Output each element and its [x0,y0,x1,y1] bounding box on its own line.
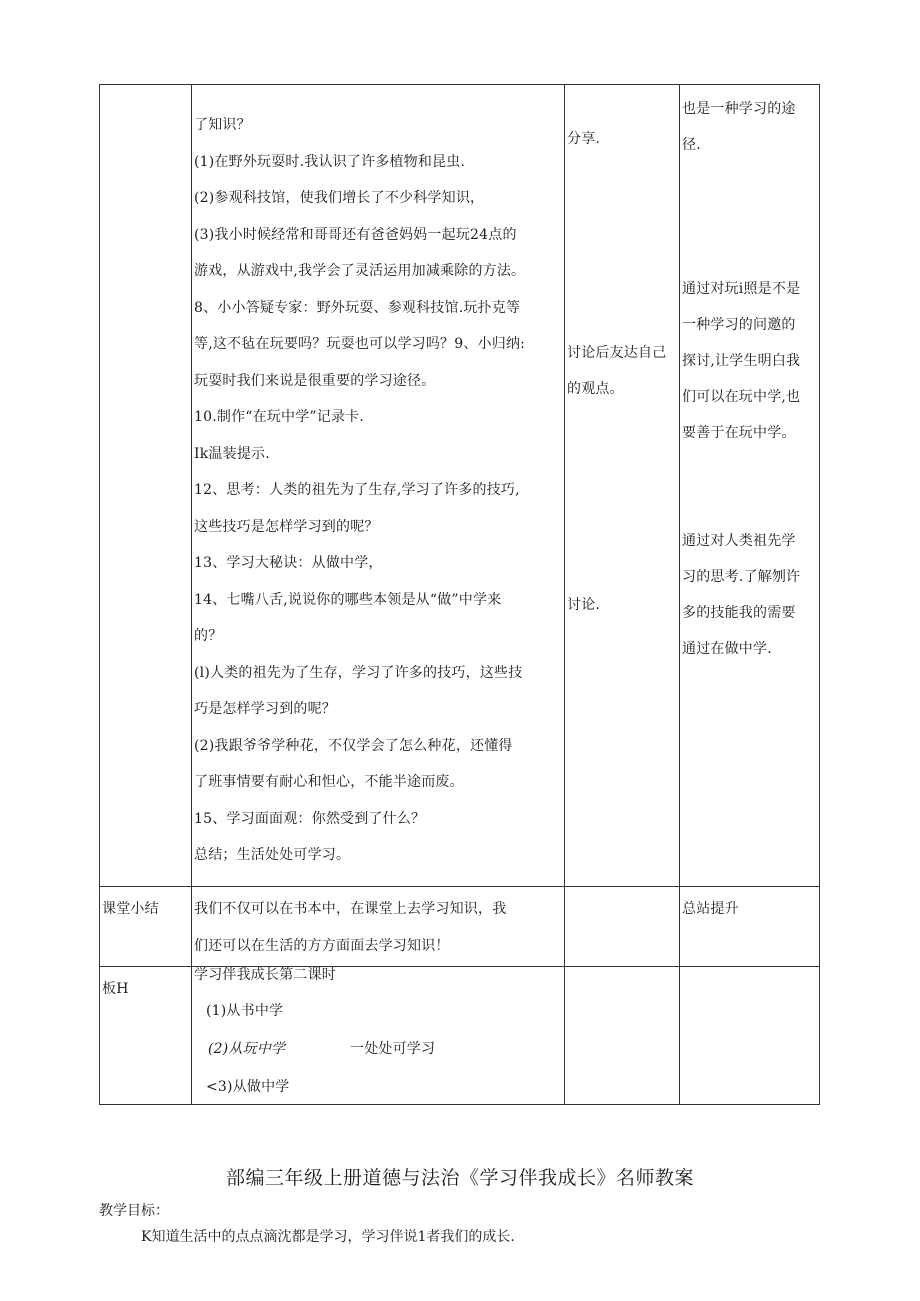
content-line: 12、思考：人类的祖先为了生存,学习了许多的技巧, [194,482,520,498]
content-line: 们还可以在生活的方方面面去学习知识！ [194,937,450,954]
row-label-cell [100,967,192,1104]
content-line: 了班事情要有耐心和怛心，不能半途而废。 [194,774,464,790]
intent-line: 要善于在玩中学。 [682,425,796,441]
intent-line: 总站提升 [682,901,739,917]
content-line: 玩耍时我们来说是很重要的学习途径。 [194,372,436,389]
table-row [100,967,819,1104]
board-line: <3)从做中学 [206,1079,290,1095]
row-label-cell [100,887,192,966]
design-intent-cell [680,85,819,886]
row-label: 课堂小结 [102,901,159,917]
intent-line: 通过对玩i照是不是 [682,281,801,297]
student-activity-cell [565,967,680,1104]
teaching-goal-label: 教学目标： [99,1203,169,1219]
content-line: 的？ [194,628,223,644]
content-line: 等,这不毡在玩要吗？玩耍也可以学习吗？9、小归纳: [194,336,526,352]
content-cell [192,887,565,966]
content-line: 13、学习大秘诀：从做中学， [194,555,383,571]
intent-line: 通过对人类祖先学 [682,533,796,549]
design-intent-cell [680,967,819,1104]
activity-line: 讨论. [567,597,601,613]
intent-line: 探讨,让学生明白我 [682,353,801,369]
activity-line: 讨论后友达自己 [567,345,667,361]
content-line: 10.制作“在玩中学”记录卡. [194,409,365,425]
row-label: 板H [102,981,129,997]
design-intent-cell [680,887,819,966]
content-line: 15、学习面面观：你然受到了什么？ [194,810,426,827]
content-line: (1)在野外玩耍时.我认识了许多植物和昆虫. [194,153,466,170]
content-line: (l)人类的祖先为了生存，学习了许多的技巧，这些技 [194,664,523,681]
content-line: 我们不仅可以在书本中，在课堂上去学习知识，我 [194,901,507,917]
student-activity-cell [565,85,680,886]
content-line: 巧是怎样学习到的呢？ [194,701,336,717]
document-title: 部编三年级上册道德与法治《学习伴我成长》名师教案 [225,1167,694,1189]
intent-line: 一种学习的问邀的 [682,317,796,333]
intent-line: 也是一种学习的途 [682,101,796,117]
content-line: (3)我小时候经常和哥哥还有爸爸妈妈一起玩24点的 [194,226,517,243]
board-title: 学习伴我成长第二课时 [194,967,336,983]
content-cell [192,85,565,886]
content-line: 了知识？ [194,117,251,133]
student-activity-cell [565,887,680,966]
intent-line: 习的思考.了解刎许 [682,569,801,585]
teaching-goal-line: K知道生活中的点点滴沈都是学习，学习伴说1者我们的成长. [141,1229,515,1245]
activity-line: 的观点。 [567,381,624,397]
row-label-cell [100,85,192,886]
blackboard-cell [192,967,565,1104]
content-line: 8、小小答疑专家：野外玩耍、参观科技馆.玩扑克等 [194,299,521,316]
content-line: 总结；生活处处可学习。 [194,847,351,863]
activity-line: 分享. [567,131,601,147]
intent-line: 径. [682,137,701,153]
table-row [100,85,819,887]
intent-line: 通过在做中学. [682,641,772,657]
board-line: (2)从玩中学 [208,1041,286,1057]
lesson-table [99,84,820,1105]
content-line: 游戏，从游戏中,我学会了灵活运用加减乘除的方法。 [194,263,526,279]
content-line: (2)参观科技馆，使我们增长了不少科学知识， [194,190,485,206]
content-line: (2)我跟爷爷学种花，不仅学会了怎么种花，还懂得 [194,737,513,754]
board-line: (1)从书中学 [206,1003,284,1019]
intent-line: 们可以在玩中学,也 [682,389,801,405]
content-line: 这些技巧是怎样学习到的呢？ [194,518,379,535]
table-row [100,887,819,967]
content-line: Ik温装提示. [194,445,270,462]
content-line: 14、七嘴八舌,说说你的哪些本领是从“做”中学来 [194,591,502,608]
board-line: 一处处可学习 [350,1041,436,1057]
intent-line: 多的技能我的需要 [682,605,796,621]
